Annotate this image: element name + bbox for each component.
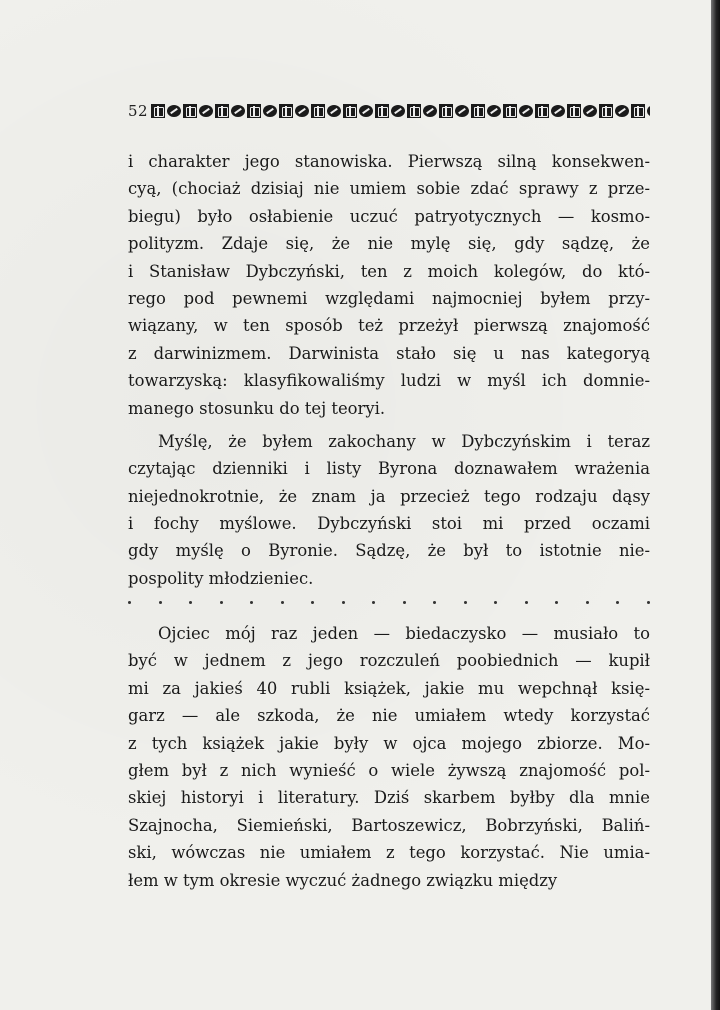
paragraph-2 [128,428,650,592]
break-dot [616,601,619,604]
break-dot [494,601,497,604]
ornament-motif [151,104,181,118]
ornament-motif [279,104,309,118]
ornament-motif [535,104,565,118]
paragraph-1 [128,148,650,422]
break-dot [525,601,528,604]
text-line: z tych książek jakie były w ojca mojego zbiorze. Mo- [128,733,650,753]
text-line: niejednokrotnie, że znam ja przecież tego rodzaju dąsy [128,486,650,506]
text-line: Ojciec mój raz jeden — biedaczysko — musiało to [158,624,650,643]
ornament-motif [631,104,650,118]
break-dot [342,601,345,604]
page-number: 52 [128,102,149,120]
text-line: i fochy myślowe. Dybczyński stoi mi przed oczami [128,514,650,534]
break-dot [647,601,650,604]
ornament-motif [343,104,373,118]
text-line: skiej historyi i literatury. Dziś skarbem byłby dla mnie [128,788,650,808]
text-line: łem w tym okresie wyczuć żadnego związku między [128,870,558,890]
break-dot [403,601,406,604]
ornament-motif [407,104,437,118]
text-line: biegu) było osłabienie uczuć patryotycznych — kosmo- [128,206,650,226]
ornament-motif [215,104,245,118]
text-block-first [128,148,650,592]
ornament-motif [311,104,341,118]
break-dot [555,601,558,604]
text-line: Szajnocha, Siemieński, Bartoszewicz, Bobrzyński, Baliń- [128,815,650,835]
ornament-motif [375,104,405,118]
ornament-motif [247,104,277,118]
break-dot [586,601,589,604]
break-dot [311,601,314,604]
paragraph-3 [128,620,650,894]
text-line: Myślę, że byłem zakochany w Dybczyńskim i teraz [158,431,650,451]
text-line: rego pod pewnemi względami najmocniej byłem przy- [128,288,650,308]
text-line: towarzyską: klasyfikowaliśmy ludzi w myśl ich domnie- [128,371,650,391]
ornament-motif [599,104,629,118]
ornament-motif [183,104,213,118]
text-line: być w jednem z jego rozczuleń poobiednich — kupił [128,651,650,671]
text-line: ski, wówczas nie umiałem z tego korzystać. Nie umia- [128,843,650,863]
break-dot [159,601,162,604]
page-edge-shadow [711,0,720,1010]
text-line: pospolity młodzieniec. [128,568,314,588]
break-dot [281,601,284,604]
break-dot [189,601,192,604]
break-dot [433,601,436,604]
break-dot [464,601,467,604]
break-dot [128,601,131,604]
text-block-second [128,620,650,894]
text-line: czytając dzienniki i listy Byrona doznawałem wrażenia [128,459,650,479]
ornamental-border [151,103,650,119]
ornament-motif [439,104,469,118]
text-line: i charakter jego stanowiska. Pierwszą silną konsekwen- [128,152,650,171]
page-header [128,100,650,122]
text-line: głem był z nich wynieść o wiele żywszą znajomość pol- [128,760,650,780]
text-line: manego stosunku do tej teoryi. [128,398,386,418]
text-line: gdy myślę o Byronie. Sądzę, że był to istotnie nie- [128,541,650,561]
text-line: wiązany, w ten sposób też przeżył pierwszą znajomość [128,316,650,336]
break-dot [250,601,253,604]
text-line: i Stanisław Dybczyński, ten z moich kolegów, do któ- [128,261,650,281]
ornament-motif [567,104,597,118]
ornament-motif [503,104,533,118]
break-dot [372,601,375,604]
ornament-motif [471,104,501,118]
text-line: z darwinizmem. Darwinista stało się u nas kategoryą [128,343,650,363]
text-line: cyą, (chociaż dzisiaj nie umiem sobie zdać sprawy z prze- [128,179,650,199]
break-dot [220,601,223,604]
text-line: polityzm. Zdaje się, że nie mylę się, gdy sądzę, że [128,234,650,254]
section-break-dots [128,592,650,612]
text-line: garz — ale szkoda, że nie umiałem wtedy korzystać [128,706,650,726]
text-line: mi za jakieś 40 rubli książek, jakie mu wepchnął księ- [128,678,650,698]
